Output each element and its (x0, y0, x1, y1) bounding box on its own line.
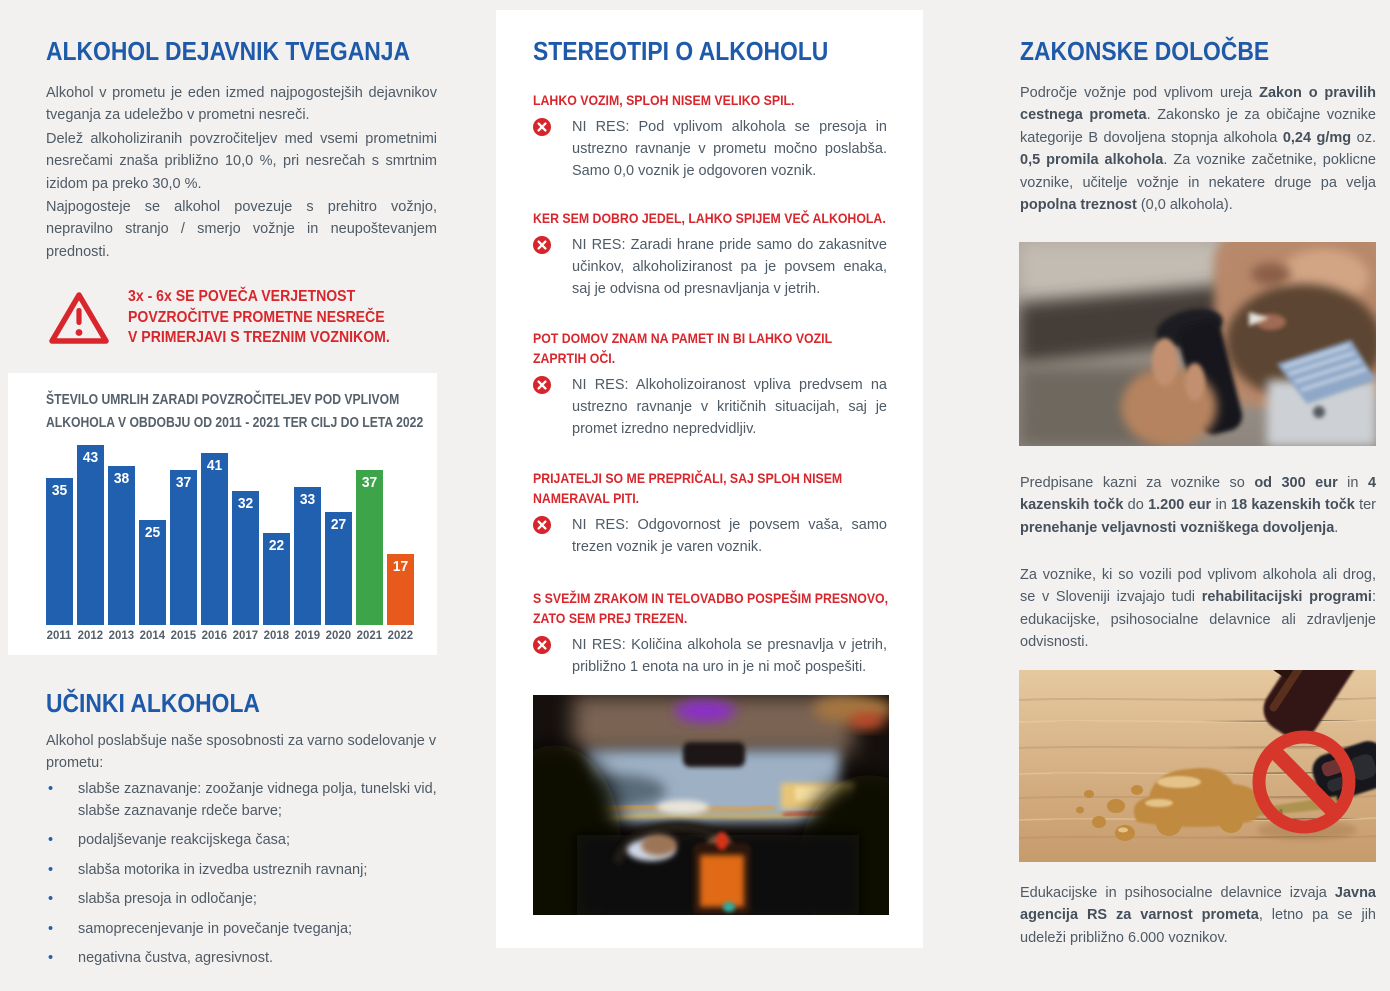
bar-value-label: 33 (299, 491, 316, 508)
bar-year-label: 2016 (201, 628, 228, 642)
bold-text-segment: prenehanje veljavnosti vozniškega dovoljenja (1020, 519, 1335, 536)
bar (263, 533, 290, 625)
right-paragraph-penalties (1020, 472, 1376, 539)
bar-year-label: 2014 (139, 628, 166, 642)
text-segment: ter (1354, 497, 1377, 514)
bar-column (387, 554, 414, 642)
text-segment: , letno pa se jih udeleži približno 6.000 voznikov. (1020, 907, 1376, 946)
bar-column (325, 512, 352, 642)
bold-text-segment: rehabilitacijski programi (1201, 589, 1372, 606)
right-paragraph-law (1020, 82, 1376, 216)
rebuttal-text: NI RES: Odgovornost je povsem vaša, samo trezen voznik je varen voznik. (572, 517, 887, 555)
bar (232, 491, 259, 625)
bar-value-label: 35 (51, 482, 68, 499)
bar-value-label: 27 (330, 516, 347, 533)
effects-intro: Alkohol poslabšuje naše sposobnosti za varno sodelovanje v prometu: (46, 733, 437, 772)
effects-bullet-item (48, 889, 437, 911)
bar-year-label: 2020 (325, 628, 352, 642)
stereotype-claim-line: KER SEM DOBRO JEDEL, LAHKO SPIJEM VEČ ALKOHOLA. (533, 210, 886, 226)
effects-bullet-list (48, 779, 437, 978)
rebuttal-row (533, 374, 887, 440)
text-segment: in (1337, 475, 1368, 491)
bar-year-label: 2015 (170, 628, 197, 642)
bar-value-label: 38 (113, 470, 130, 487)
stereotype-claim-line: LAHKO VOZIM, SPLOH NISEM VELIKO SPIL. (533, 92, 795, 108)
bullet-dot: • (48, 781, 54, 797)
text-segment: in (1211, 497, 1232, 514)
bar-year-label: 2022 (387, 628, 414, 642)
bullet-text: podaljševanje reakcijskega časa; (78, 832, 290, 848)
bullet-dot: • (48, 950, 54, 966)
bullet-dot: • (48, 920, 54, 937)
text-segment: oz. (1351, 129, 1376, 146)
bar-column (170, 470, 197, 642)
bar-year-label: 2013 (108, 628, 135, 642)
bullet-dot: • (48, 832, 54, 848)
left-title: ALKOHOL DEJAVNIK TVEGANJA (46, 36, 411, 66)
bar (108, 466, 135, 625)
warning-text (128, 287, 426, 349)
bar-column (108, 466, 135, 642)
bar (201, 453, 228, 625)
right-paragraph-workshops (1020, 882, 1376, 949)
text-segment: . Za voznike začetnike, poklicne voznike, učitelje vožnje in nekatere druge pa velja (1020, 152, 1376, 191)
rebuttal-row (533, 234, 887, 300)
breathalyzer-photo (1019, 242, 1376, 446)
bar-column (356, 470, 383, 642)
effects-bullet-item (48, 779, 437, 822)
stereotype-claim-line: ZAPRTIH OČI. (533, 350, 616, 366)
text-segment: do (1123, 497, 1149, 514)
effects-bullet-item (48, 919, 437, 941)
bar-year-label: 2021 (356, 628, 383, 642)
middle-panel (496, 10, 923, 948)
x-circle-icon (533, 236, 551, 254)
bar-value-label: 22 (268, 537, 285, 554)
text-segment: (0,0 alkohola). (1136, 197, 1233, 214)
rebuttal-text: NI RES: Alkoholizoiranost vpliva predvsem na ustrezno ravnanje v kritičnih situacijah, saj je promet izredno nepredvidljiv. (572, 377, 887, 437)
left-paragraph-2: Delež alkoholiziranih povzročiteljev med vsemi prometnimi nesrečami znaša približno 10,0 %, pri nesrečah s smrtnim izidom pa preko 30,0 %. (46, 131, 437, 192)
rebuttal-row (533, 514, 887, 558)
bold-text-segment: Zakon o pravilih cestnega prometa (1020, 85, 1377, 124)
bar-column (294, 487, 321, 642)
bar-column (201, 453, 228, 642)
bar (294, 487, 321, 625)
bar (139, 520, 166, 625)
stereotype-block (533, 208, 887, 300)
bullet-text: slabše zaznavanje: zoožanje vidnega polja, tunelski vid, slabše zaznavanje rdeče barve; (78, 781, 437, 819)
x-circle-icon (533, 118, 551, 136)
middle-title: STEREOTIPI O ALKOHOLU (533, 36, 829, 66)
warning-triangle-icon (48, 290, 110, 346)
effects-bullet-item (48, 860, 437, 882)
bar-value-label: 41 (206, 457, 223, 474)
x-circle-icon (533, 636, 551, 654)
text-segment: Predpisane kazni za voznike so (1020, 475, 1255, 491)
bullet-text: samoprecenjevanje in povečanje tveganja; (78, 920, 353, 937)
warning-text-line: V PRIMERJAVI S TREZNIM VOZNIKOM. (128, 329, 390, 346)
bar-column (263, 533, 290, 642)
bar-year-label: 2012 (77, 628, 104, 642)
bar-value-label: 25 (144, 524, 161, 541)
stereotype-claim-line: ZATO SEM PREJ TREZEN. (533, 610, 688, 626)
bar-year-label: 2017 (232, 628, 259, 642)
text-segment: . (1334, 519, 1339, 536)
text-segment: Področje vožnje pod vplivom ureja (1020, 85, 1260, 101)
right-paragraph-rehab (1020, 564, 1376, 654)
bar (387, 554, 414, 625)
chart-title (46, 389, 495, 435)
right-title: ZAKONSKE DOLOČBE (1020, 36, 1270, 66)
bar (77, 445, 104, 625)
bar-column (46, 478, 73, 642)
text-segment: . Zakonsko je za običajne voznike kategorije B dovoljena stopnja alkohola (1020, 107, 1376, 146)
bar-column (139, 520, 166, 642)
rebuttal-row (533, 634, 887, 678)
right-column (1020, 0, 1377, 991)
stereotype-claim-line: NAMERAVAL PITI. (533, 490, 640, 506)
bold-text-segment: popolna treznost (1020, 197, 1137, 214)
bar-column (77, 445, 104, 642)
warning-text-line: 3x - 6x SE POVEČA VERJETNOST (128, 288, 356, 305)
text-segment: : edukacijske, psihosocialne delavnice ali zdravljenje odvisnosti. (1020, 589, 1376, 651)
effects-bullet-item (48, 830, 437, 852)
bar-chart-bars (46, 445, 414, 642)
bar (170, 470, 197, 625)
bullet-dot: • (48, 861, 54, 878)
stereotype-claim-line: POT DOMOV ZNAM NA PAMET IN BI LAHKO VOZIL (533, 330, 833, 346)
left-paragraph-1: Alkohol v prometu je eden izmed najpogostejših dejavnikov tveganja za udeležbo v prometni nesreči. (46, 85, 437, 124)
stereotype-block (533, 588, 887, 678)
effects-title (46, 688, 260, 719)
bar (356, 470, 383, 625)
x-circle-icon (533, 516, 551, 534)
bold-text-segment: 1.200 eur (1148, 497, 1212, 514)
text-segment: Za voznike, ki so vozili pod vplivom alkohola ali drog, se v Sloveniji izvajajo tudi (1020, 567, 1376, 606)
bar (325, 512, 352, 625)
night-driving-photo (533, 695, 889, 915)
bullet-text: negativna čustva, agresivnost. (78, 950, 274, 966)
bold-text-segment: 18 kazenskih točk (1231, 497, 1355, 514)
rebuttal-row (533, 116, 887, 182)
bold-text-segment: Javna agencija RS za varnost prometa (1020, 885, 1376, 924)
warning-text-line: POVZROČITVE PROMETNE NESREČE (128, 308, 385, 326)
bold-text-segment: od 300 eur (1254, 475, 1338, 491)
bullet-text: slabša motorika in izvedba ustreznih ravnanj; (78, 861, 368, 878)
effects-bullet-item (48, 948, 437, 970)
chart-panel (8, 373, 437, 655)
stereotype-block (533, 468, 887, 558)
bold-text-segment: 4 kazenskih točk (1020, 475, 1377, 514)
rebuttal-text: NI RES: Zaradi hrane pride samo do zakasnitve učinkov, alkoholiziranost pa je povsem enaka, saj je odvisna od presnavljanja v jetrih. (572, 237, 887, 297)
chart-title-line: ALKOHOLA V OBDOBJU OD 2011 - 2021 TER CILJ DO LETA 2022 (46, 415, 424, 431)
bar-column (232, 491, 259, 642)
bar-year-label: 2019 (294, 628, 321, 642)
left-paragraph-3: Najpogosteje se alkohol povezuje s prehitro vožnjo, nepravilno stranjo / smerjo vožnje in neupoštevanjem prednosti. (46, 199, 437, 260)
bar-value-label: 17 (392, 558, 409, 575)
rebuttal-text: NI RES: Količina alkohola se presnavlja v jetrih, približno 1 enota na uro in je ni moč pospešiti. (572, 637, 887, 675)
stereotype-block (533, 90, 887, 182)
bold-text-segment: 0,24 g/mg (1282, 129, 1352, 146)
bar-year-label: 2018 (263, 628, 290, 642)
bar-value-label: 37 (361, 474, 378, 491)
drunk-driving-collage-photo (1019, 670, 1376, 862)
bold-text-segment: 0,5 promila alkohola (1020, 152, 1164, 169)
x-circle-icon (533, 376, 551, 394)
stereotype-block (533, 328, 887, 440)
bar (46, 478, 73, 625)
chart-title-line: ŠTEVILO UMRLIH ZARADI POVZROČITELJEV POD VPLIVOM (46, 392, 400, 408)
bar-value-label: 37 (175, 474, 192, 491)
bar-value-label: 43 (82, 449, 99, 466)
bullet-text: slabša presoja in odločanje; (78, 891, 257, 907)
effects-title-text: UČINKI ALKOHOLA (46, 688, 260, 718)
stereotype-claim-line: S SVEŽIM ZRAKOM IN TELOVADBO POSPEŠIM PRESNOVO, (533, 590, 889, 606)
text-segment: Edukacijske in psihosocialne delavnice izvaja (1020, 885, 1335, 901)
stereotype-claim-line: PRIJATELJI SO ME PREPRIČALI, SAJ SPLOH NISEM (533, 470, 843, 486)
bullet-dot: • (48, 891, 54, 907)
bar-value-label: 32 (237, 495, 254, 512)
bar-year-label: 2011 (47, 628, 72, 642)
rebuttal-text: NI RES: Pod vplivom alkohola se presoja in ustrezno ravnanje v prometu močno poslabša. Samo 0,0 voznik je odgovoren voznik. (572, 119, 887, 179)
